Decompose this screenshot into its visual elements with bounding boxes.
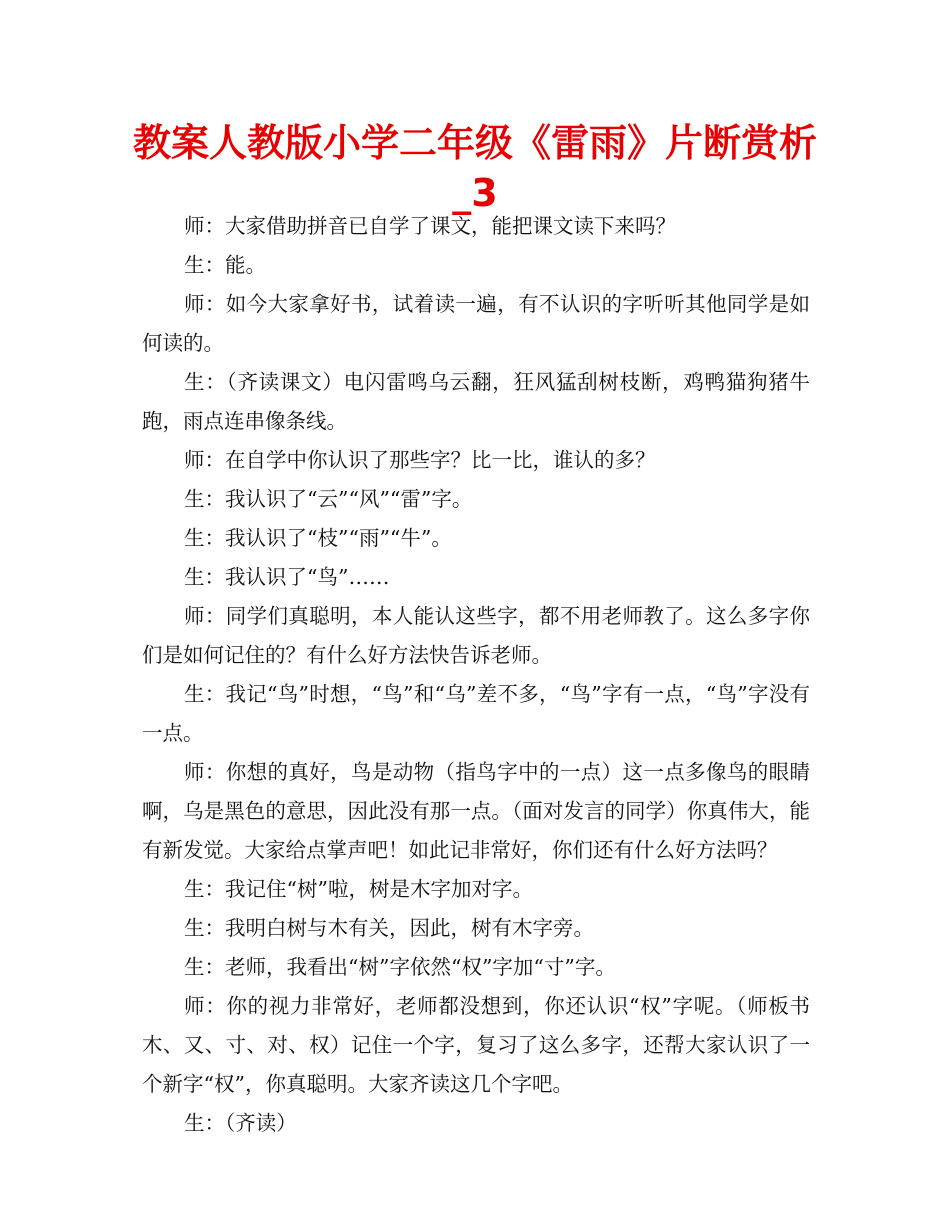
paragraph: 师：如今大家拿好书，试着读一遍，有不认识的字听听其他同学是如何读的。 <box>142 292 810 355</box>
paragraph: 生：我明白树与木有关，因此，树有木字旁。 <box>184 916 594 940</box>
paragraph: 师：你的视力非常好，老师都没想到，你还认识“权”字呢。（师板书木、又、寸、对、权）记住一个字，复习了这么多字，还帮大家认识了一个新字“权”，你真聪明。大家齐读这几个字吧。 <box>142 994 810 1096</box>
paragraph: 生：老师，我看出“树”字依然“权”字加“寸”字。 <box>184 955 616 979</box>
document-body <box>142 207 810 1143</box>
paragraph: 师：在自学中你认识了那些字？比一比，谁认的多？ <box>184 448 656 472</box>
paragraph: 生：我认识了“云”“风”“雷”字。 <box>184 487 473 511</box>
paragraph: 生：我记“鸟”时想，“鸟”和“乌”差不多，“鸟”字有一点，“鸟”字没有一点。 <box>142 682 810 745</box>
paragraph: 生：我记住“树”啦，树是木字加对字。 <box>184 877 533 901</box>
paragraph: 生：我认识了“鸟”…… <box>184 565 390 589</box>
paragraph: 生：（齐读） <box>184 1111 297 1135</box>
paragraph: 生：我认识了“枝”“雨”“牛”。 <box>184 526 452 550</box>
paragraph: 生：能。 <box>184 253 266 277</box>
document-title: 教案人教版小学二年级《雷雨》片断赏析_3 <box>132 121 817 215</box>
paragraph: 生：（齐读课文）电闪雷鸣乌云翻，狂风猛刮树枝断，鸡鸭猫狗猪牛跑，雨点连串像条线。 <box>142 370 810 433</box>
paragraph: 师：你想的真好，鸟是动物（指鸟字中的一点）这一点多像鸟的眼睛啊，乌是黑色的意思，因此没有那一点。（面对发言的同学）你真伟大，能有新发觉。大家给点掌声吧！如此记非常好，你们还有什么好方法吗？ <box>142 760 810 862</box>
paragraph: 师：大家借助拼音已自学了课文，能把课文读下来吗？ <box>184 214 676 238</box>
paragraph: 师：同学们真聪明，本人能认这些字，都不用老师教了。这么多字你们是如何记住的？有什么好方法快告诉老师。 <box>142 604 810 667</box>
